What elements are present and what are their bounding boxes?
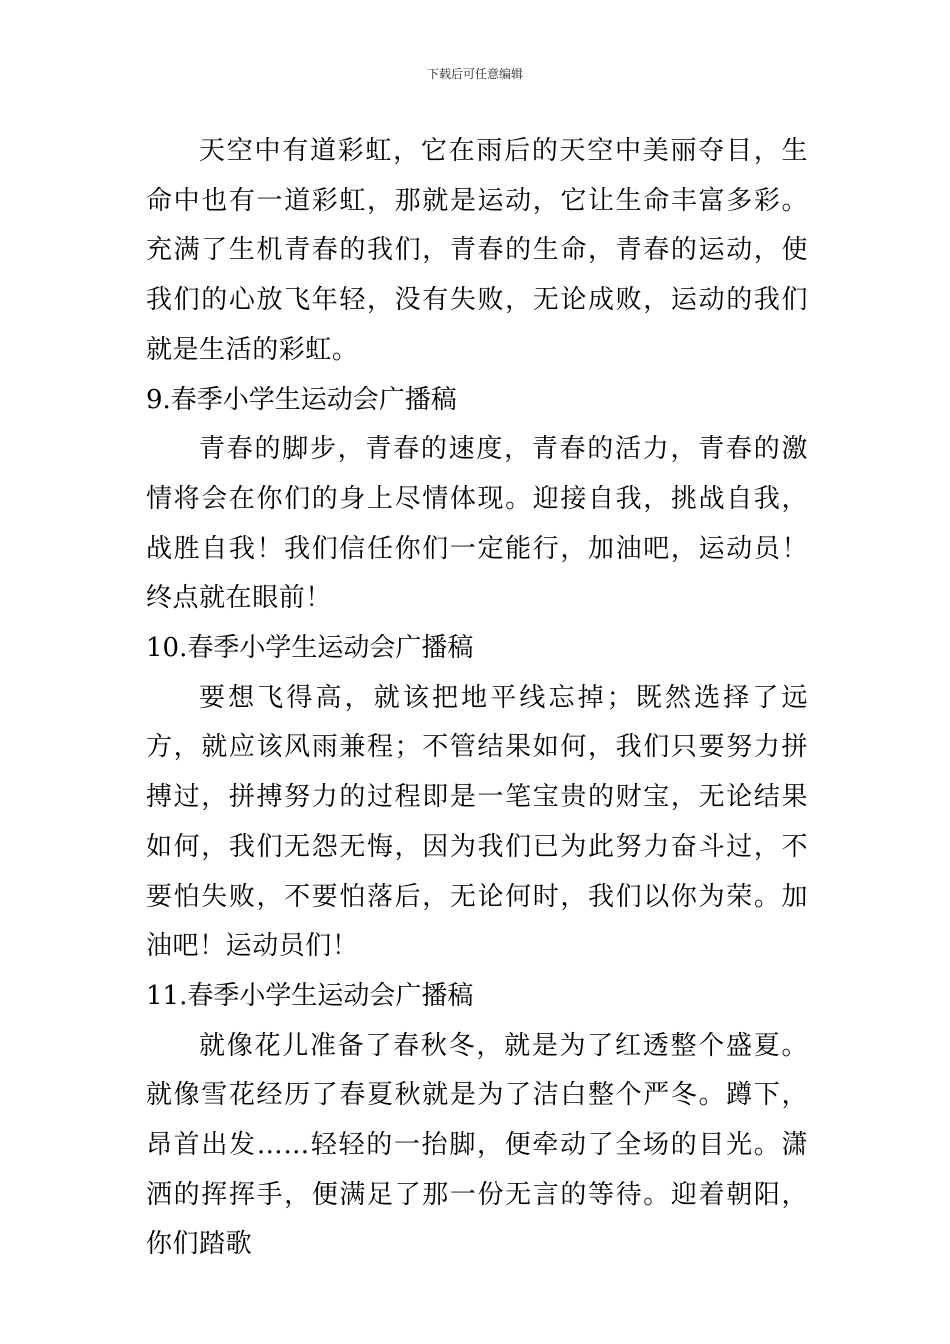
paragraph-fly-high: 要想飞得高，就该把地平线忘掉；既然选择了远方，就应该风雨兼程；不管结果如何，我们只要努力拼搏过，拼搏努力的过程即是一笔宝贵的财宝，无论结果如何，我们无怨无悔，因为我们已为此努力奋斗过，不要怕失败，不要怕落后，无论何时，我们以你为荣。加油吧！运动员们！ [146, 682, 808, 962]
document-body [146, 127, 808, 1270]
paragraph-rainbow: 天空中有道彩虹，它在雨后的天空中美丽夺目，生命中也有一道彩虹，那就是运动，它让生命丰富多彩。充满了生机青春的我们，青春的生命，青春的运动，使我们的心放飞年轻，没有失败，无论成败，运动的我们就是生活的彩虹。 [146, 136, 808, 365]
paragraph-flowers: 就像花儿准备了春秋冬，就是为了红透整个盛夏。就像雪花经历了春夏秋就是为了洁白整个严冬。蹲下，昂首出发……轻轻的一抬脚，便牵动了全场的目光。潇洒的挥挥手，便满足了那一份无言的等待。迎着朝阳，你们踏歌 [146, 1030, 808, 1260]
heading-10: 10.春季小学生运动会广播稿 [146, 633, 474, 664]
page-header: 下载后可任意编辑 [426, 67, 523, 81]
paragraph-youth: 青春的脚步，青春的速度，青春的活力，青春的激情将会在你们的身上尽情体现。迎接自我，挑战自我，战胜自我！我们信任你们一定能行，加油吧，运动员！终点就在眼前！ [146, 434, 808, 614]
heading-11: 11.春季小学生运动会广播稿 [146, 980, 474, 1011]
heading-9: 9.春季小学生运动会广播稿 [146, 384, 457, 415]
